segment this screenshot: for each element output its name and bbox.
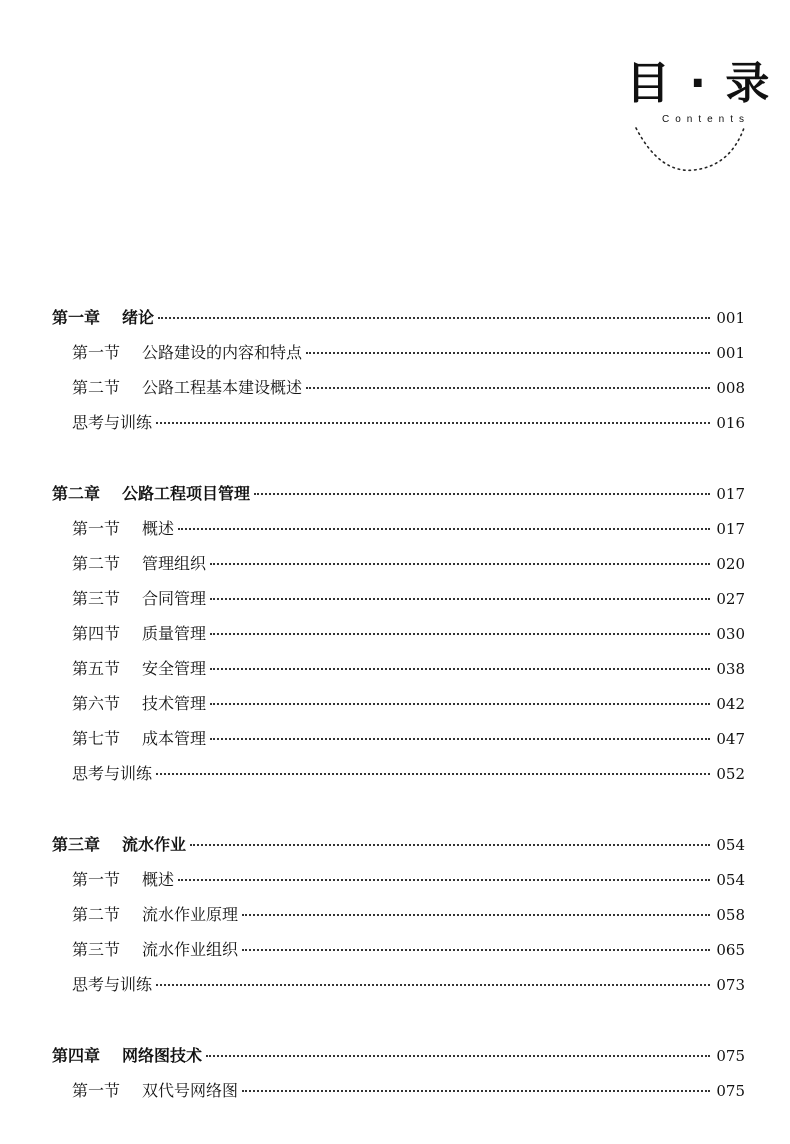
entry-title: 公路建设的内容和特点 (142, 343, 303, 362)
entry-number: 第四章 (52, 1046, 101, 1065)
toc-exercise-entry[interactable] (52, 756, 745, 791)
entry-page-number: 047 (716, 730, 745, 748)
dot-leader (254, 493, 710, 495)
toc-section-entry[interactable] (52, 511, 745, 546)
dot-leader (242, 914, 710, 916)
entry-page-number: 020 (716, 555, 745, 573)
entry-number: 第二节 (72, 554, 121, 573)
dot-leader (178, 879, 710, 881)
entry-title: 技术管理 (142, 694, 207, 713)
entry-page-number: 075 (716, 1082, 745, 1100)
entry-title: 思考与训练 (72, 413, 153, 432)
entry-title: 概述 (142, 519, 175, 538)
entry-title: 安全管理 (142, 659, 207, 678)
entry-title: 管理组织 (142, 554, 207, 573)
page-title: 目 · 录 (626, 58, 772, 109)
entry-title: 思考与训练 (72, 975, 153, 994)
entry-title: 流水作业组织 (142, 940, 239, 959)
entry-number: 第三章 (52, 835, 101, 854)
entry-number: 第三节 (72, 589, 121, 608)
entry-number: 第四节 (72, 624, 121, 643)
entry-page-number: 027 (716, 590, 745, 608)
entry-number: 第一节 (72, 1081, 121, 1100)
dotted-arc-ornament (630, 124, 750, 180)
dot-leader (156, 773, 710, 775)
entry-number: 第五节 (72, 659, 121, 678)
toc-section-entry[interactable] (52, 686, 745, 721)
toc-section-entry[interactable] (52, 932, 745, 967)
entry-page-number: 030 (716, 625, 745, 643)
entry-number: 第一节 (72, 519, 121, 538)
entry-title: 绪论 (122, 308, 155, 327)
toc-section-entry[interactable] (52, 862, 745, 897)
table-of-contents (52, 300, 745, 1108)
dot-leader (206, 1055, 710, 1057)
entry-page-number: 054 (716, 836, 745, 854)
toc-section-entry[interactable] (52, 335, 745, 370)
toc-exercise-entry[interactable] (52, 405, 745, 440)
dot-leader (178, 528, 710, 530)
entry-number: 第一节 (72, 343, 121, 362)
toc-section-entry[interactable] (52, 897, 745, 932)
toc-header (626, 58, 772, 125)
dot-leader (242, 949, 710, 951)
dot-leader (190, 844, 710, 846)
entry-page-number: 075 (716, 1047, 745, 1065)
toc-section-entry[interactable] (52, 1073, 745, 1108)
chapter-spacer (52, 791, 745, 827)
dot-leader (210, 598, 710, 600)
entry-title: 双代号网络图 (142, 1081, 239, 1100)
entry-number: 第七节 (72, 729, 121, 748)
dot-leader (210, 633, 710, 635)
entry-title: 网络图技术 (122, 1046, 203, 1065)
toc-chapter-entry[interactable] (52, 1038, 745, 1073)
toc-section-entry[interactable] (52, 370, 745, 405)
entry-title: 概述 (142, 870, 175, 889)
entry-page-number: 073 (716, 976, 745, 994)
entry-number: 第六节 (72, 694, 121, 713)
entry-number: 第二章 (52, 484, 101, 503)
dot-leader (156, 984, 710, 986)
entry-title: 公路工程项目管理 (122, 484, 251, 503)
dot-leader (210, 738, 710, 740)
entry-title: 质量管理 (142, 624, 207, 643)
toc-section-entry[interactable] (52, 546, 745, 581)
dot-leader (210, 703, 710, 705)
entry-number: 第一章 (52, 308, 101, 327)
entry-number: 第二节 (72, 905, 121, 924)
entry-number: 第一节 (72, 870, 121, 889)
entry-title: 成本管理 (142, 729, 207, 748)
page-subtitle: Contents (661, 114, 750, 125)
dot-leader (306, 387, 710, 389)
toc-chapter-entry[interactable] (52, 300, 745, 335)
toc-exercise-entry[interactable] (52, 967, 745, 1002)
toc-section-entry[interactable] (52, 721, 745, 756)
entry-page-number: 042 (716, 695, 745, 713)
entry-page-number: 001 (716, 344, 745, 362)
entry-title: 思考与训练 (72, 764, 153, 783)
dot-leader (210, 563, 710, 565)
toc-section-entry[interactable] (52, 651, 745, 686)
entry-title: 流水作业原理 (142, 905, 239, 924)
toc-section-entry[interactable] (52, 616, 745, 651)
toc-chapter-entry[interactable] (52, 476, 745, 511)
dot-leader (156, 422, 710, 424)
entry-number: 第二节 (72, 378, 121, 397)
dot-leader (158, 317, 710, 319)
entry-title: 流水作业 (122, 835, 187, 854)
entry-page-number: 038 (716, 660, 745, 678)
entry-page-number: 016 (716, 414, 745, 432)
entry-title: 公路工程基本建设概述 (142, 378, 303, 397)
entry-page-number: 052 (716, 765, 745, 783)
entry-title: 合同管理 (142, 589, 207, 608)
entry-page-number: 008 (716, 379, 745, 397)
entry-page-number: 054 (716, 871, 745, 889)
dot-leader (242, 1090, 710, 1092)
entry-page-number: 017 (716, 520, 745, 538)
toc-section-entry[interactable] (52, 581, 745, 616)
chapter-spacer (52, 440, 745, 476)
entry-page-number: 001 (716, 309, 745, 327)
dot-leader (306, 352, 710, 354)
entry-page-number: 017 (716, 485, 745, 503)
entry-number: 第三节 (72, 940, 121, 959)
dot-leader (210, 668, 710, 670)
entry-page-number: 058 (716, 906, 745, 924)
toc-chapter-entry[interactable] (52, 827, 745, 862)
entry-page-number: 065 (716, 941, 745, 959)
chapter-spacer (52, 1002, 745, 1038)
